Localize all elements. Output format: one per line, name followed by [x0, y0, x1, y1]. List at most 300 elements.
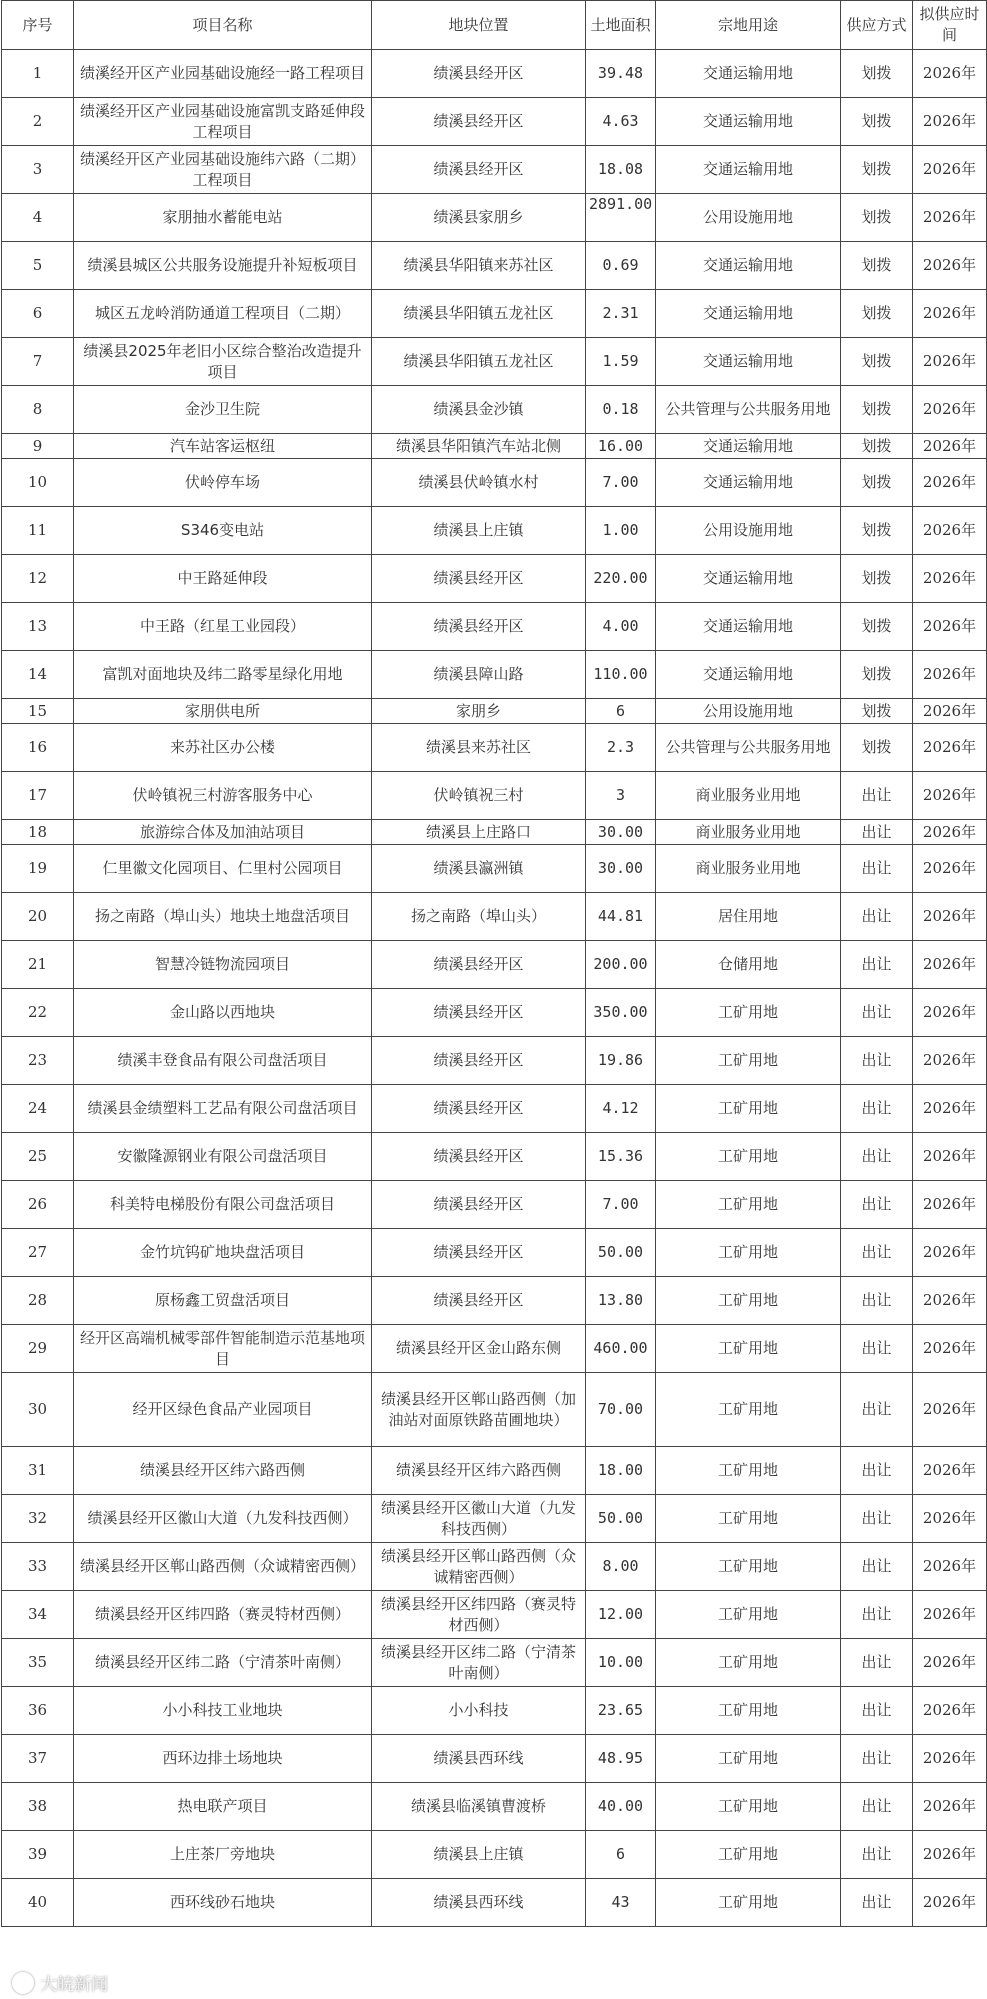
cell-location: 伏岭镇祝三村	[372, 772, 586, 820]
cell-land-use: 工矿用地	[656, 1447, 841, 1495]
table-row	[2, 1037, 987, 1085]
watermark	[12, 1970, 108, 1995]
cell-supply-time: 2026年	[913, 1831, 987, 1879]
cell-index: 33	[2, 1543, 74, 1591]
cell-project-name: 科美特电梯股份有限公司盘活项目	[74, 1181, 372, 1229]
cell-project-name: 小小科技工业地块	[74, 1687, 372, 1735]
cell-location: 绩溪县经开区	[372, 146, 586, 194]
cell-index: 29	[2, 1325, 74, 1373]
cell-location: 绩溪县临溪镇曹渡桥	[372, 1783, 586, 1831]
cell-supply-method: 出让	[841, 1735, 913, 1783]
table-row	[2, 941, 987, 989]
cell-land-use: 工矿用地	[656, 1277, 841, 1325]
cell-land-area: 44.81	[586, 893, 656, 941]
cell-location: 绩溪县经开区	[372, 1133, 586, 1181]
cell-land-area: 15.36	[586, 1133, 656, 1181]
header-supply-method: 供应方式	[841, 1, 913, 50]
cell-supply-time: 2026年	[913, 989, 987, 1037]
table-row	[2, 386, 987, 434]
cell-land-use: 工矿用地	[656, 1831, 841, 1879]
cell-supply-method: 划拨	[841, 603, 913, 651]
cell-location: 绩溪县经开区	[372, 941, 586, 989]
header-location: 地块位置	[372, 1, 586, 50]
cell-project-name: 绩溪县经开区纬四路（赛灵特材西侧）	[74, 1591, 372, 1639]
cell-location: 绩溪县华阳镇汽车站北侧	[372, 434, 586, 459]
cell-land-use: 公共管理与公共服务用地	[656, 386, 841, 434]
cell-location: 绩溪县经开区金山路东侧	[372, 1325, 586, 1373]
cell-land-area: 460.00	[586, 1325, 656, 1373]
table-row	[2, 98, 987, 146]
cell-supply-method: 划拨	[841, 555, 913, 603]
cell-supply-time: 2026年	[913, 555, 987, 603]
cell-land-use: 公用设施用地	[656, 699, 841, 724]
cell-index: 5	[2, 242, 74, 290]
cell-project-name: 绩溪县经开区徽山大道（九发科技西侧）	[74, 1495, 372, 1543]
cell-location: 绩溪县家朋乡	[372, 194, 586, 242]
cell-land-use: 交通运输用地	[656, 146, 841, 194]
table-row	[2, 989, 987, 1037]
cell-supply-time: 2026年	[913, 941, 987, 989]
cell-land-area: 2.3	[586, 724, 656, 772]
cell-location: 绩溪县经开区	[372, 1037, 586, 1085]
cell-land-area: 7.00	[586, 1181, 656, 1229]
cell-project-name: 热电联产项目	[74, 1783, 372, 1831]
cell-project-name: 伏岭停车场	[74, 459, 372, 507]
cell-index: 23	[2, 1037, 74, 1085]
cell-index: 13	[2, 603, 74, 651]
table-row	[2, 1495, 987, 1543]
cell-project-name: 绩溪县城区公共服务设施提升补短板项目	[74, 242, 372, 290]
cell-supply-time: 2026年	[913, 242, 987, 290]
cell-index: 12	[2, 555, 74, 603]
cell-location: 绩溪县经开区	[372, 555, 586, 603]
table-row	[2, 1447, 987, 1495]
cell-land-area: 0.69	[586, 242, 656, 290]
cell-supply-method: 出让	[841, 1879, 913, 1927]
cell-supply-method: 划拨	[841, 50, 913, 98]
cell-supply-time: 2026年	[913, 1687, 987, 1735]
cell-land-area: 0.18	[586, 386, 656, 434]
cell-location: 绩溪县经开区	[372, 50, 586, 98]
cell-land-use: 商业服务业用地	[656, 820, 841, 845]
cell-land-use: 工矿用地	[656, 1591, 841, 1639]
cell-location: 绩溪县华阳镇来苏社区	[372, 242, 586, 290]
table-row	[2, 1373, 987, 1447]
cell-supply-time: 2026年	[913, 1879, 987, 1927]
cell-land-area: 19.86	[586, 1037, 656, 1085]
table-header-row	[2, 1, 987, 50]
cell-project-name: 绩溪县2025年老旧小区综合整治改造提升项目	[74, 338, 372, 386]
cell-supply-time: 2026年	[913, 50, 987, 98]
cell-location: 绩溪县上庄镇	[372, 507, 586, 555]
land-supply-table	[1, 0, 987, 1927]
cell-land-area: 3	[586, 772, 656, 820]
cell-index: 36	[2, 1687, 74, 1735]
header-land-use: 宗地用途	[656, 1, 841, 50]
cell-location: 绩溪县经开区	[372, 1229, 586, 1277]
cell-land-use: 工矿用地	[656, 1735, 841, 1783]
cell-supply-method: 出让	[841, 1037, 913, 1085]
cell-supply-method: 划拨	[841, 386, 913, 434]
cell-land-area: 2.31	[586, 290, 656, 338]
cell-supply-time: 2026年	[913, 290, 987, 338]
cell-project-name: 伏岭镇祝三村游客服务中心	[74, 772, 372, 820]
cell-location: 绩溪县上庄路口	[372, 820, 586, 845]
cell-land-area: 40.00	[586, 1783, 656, 1831]
cell-project-name: 经开区高端机械零部件智能制造示范基地项目	[74, 1325, 372, 1373]
cell-land-use: 工矿用地	[656, 1879, 841, 1927]
cell-project-name: 绩溪县经开区郸山路西侧（众诚精密西侧）	[74, 1543, 372, 1591]
cell-project-name: 经开区绿色食品产业园项目	[74, 1373, 372, 1447]
cell-location: 绩溪县华阳镇五龙社区	[372, 338, 586, 386]
cell-land-area: 23.65	[586, 1687, 656, 1735]
cell-land-area: 4.63	[586, 98, 656, 146]
cell-project-name: 旅游综合体及加油站项目	[74, 820, 372, 845]
cell-supply-time: 2026年	[913, 338, 987, 386]
cell-supply-method: 出让	[841, 1639, 913, 1687]
cell-land-area: 10.00	[586, 1639, 656, 1687]
cell-location: 绩溪县经开区徽山大道（九发科技西侧）	[372, 1495, 586, 1543]
cell-supply-method: 出让	[841, 989, 913, 1037]
cell-land-area: 30.00	[586, 820, 656, 845]
cell-location: 绩溪县西环线	[372, 1879, 586, 1927]
cell-index: 4	[2, 194, 74, 242]
table-row	[2, 1639, 987, 1687]
cell-project-name: 绩溪经开区产业园基础设施富凯支路延伸段工程项目	[74, 98, 372, 146]
cell-land-use: 工矿用地	[656, 1181, 841, 1229]
cell-supply-method: 划拨	[841, 459, 913, 507]
cell-land-area: 30.00	[586, 845, 656, 893]
cell-location: 绩溪县华阳镇五龙社区	[372, 290, 586, 338]
cell-supply-time: 2026年	[913, 820, 987, 845]
cell-index: 20	[2, 893, 74, 941]
cell-land-use: 公用设施用地	[656, 194, 841, 242]
cell-land-area: 6	[586, 699, 656, 724]
cell-land-area: 8.00	[586, 1543, 656, 1591]
cell-project-name: 绩溪县经开区纬六路西侧	[74, 1447, 372, 1495]
cell-land-use: 交通运输用地	[656, 555, 841, 603]
watermark-logo-icon	[12, 1972, 34, 1994]
cell-land-use: 仓储用地	[656, 941, 841, 989]
cell-index: 3	[2, 146, 74, 194]
cell-land-area: 16.00	[586, 434, 656, 459]
cell-land-use: 公共管理与公共服务用地	[656, 724, 841, 772]
cell-location: 绩溪县西环线	[372, 1735, 586, 1783]
cell-land-area: 50.00	[586, 1495, 656, 1543]
table-row	[2, 1543, 987, 1591]
cell-index: 37	[2, 1735, 74, 1783]
cell-supply-method: 出让	[841, 893, 913, 941]
cell-index: 27	[2, 1229, 74, 1277]
cell-supply-method: 划拨	[841, 507, 913, 555]
cell-location: 绩溪县经开区纬四路（赛灵特材西侧）	[372, 1591, 586, 1639]
cell-project-name: 家朋抽水蓄能电站	[74, 194, 372, 242]
cell-index: 31	[2, 1447, 74, 1495]
table-row	[2, 1591, 987, 1639]
table-row	[2, 242, 987, 290]
cell-supply-method: 出让	[841, 1687, 913, 1735]
table-body	[2, 50, 987, 1927]
cell-land-area: 18.00	[586, 1447, 656, 1495]
cell-index: 34	[2, 1591, 74, 1639]
cell-supply-time: 2026年	[913, 1447, 987, 1495]
cell-land-use: 工矿用地	[656, 1373, 841, 1447]
cell-supply-time: 2026年	[913, 434, 987, 459]
cell-land-area: 70.00	[586, 1373, 656, 1447]
table-row	[2, 1181, 987, 1229]
cell-supply-time: 2026年	[913, 386, 987, 434]
cell-location: 绩溪县伏岭镇水村	[372, 459, 586, 507]
cell-location: 绩溪县来苏社区	[372, 724, 586, 772]
cell-supply-method: 出让	[841, 1373, 913, 1447]
cell-supply-time: 2026年	[913, 699, 987, 724]
table-row	[2, 507, 987, 555]
cell-supply-method: 划拨	[841, 338, 913, 386]
cell-supply-method: 出让	[841, 1277, 913, 1325]
cell-supply-method: 出让	[841, 1543, 913, 1591]
cell-supply-time: 2026年	[913, 98, 987, 146]
cell-supply-method: 出让	[841, 1591, 913, 1639]
cell-land-area: 18.08	[586, 146, 656, 194]
header-index: 序号	[2, 1, 74, 50]
cell-project-name: 绩溪经开区产业园基础设施经一路工程项目	[74, 50, 372, 98]
table-row	[2, 1687, 987, 1735]
cell-index: 25	[2, 1133, 74, 1181]
cell-location: 绩溪县经开区	[372, 98, 586, 146]
cell-land-area: 220.00	[586, 555, 656, 603]
cell-supply-time: 2026年	[913, 1591, 987, 1639]
table-row	[2, 724, 987, 772]
cell-land-area: 2891.00	[586, 194, 656, 242]
table-row	[2, 651, 987, 699]
cell-index: 26	[2, 1181, 74, 1229]
table-row	[2, 1133, 987, 1181]
cell-index: 19	[2, 845, 74, 893]
table-row	[2, 603, 987, 651]
cell-supply-method: 划拨	[841, 98, 913, 146]
cell-land-use: 公用设施用地	[656, 507, 841, 555]
table-row	[2, 893, 987, 941]
table-row	[2, 1229, 987, 1277]
cell-project-name: 金山路以西地块	[74, 989, 372, 1037]
header-land-area: 土地面积	[586, 1, 656, 50]
cell-supply-method: 出让	[841, 1831, 913, 1879]
cell-index: 17	[2, 772, 74, 820]
table-row	[2, 434, 987, 459]
cell-project-name: 绩溪经开区产业园基础设施纬六路（二期）工程项目	[74, 146, 372, 194]
table-row	[2, 555, 987, 603]
cell-location: 绩溪县金沙镇	[372, 386, 586, 434]
cell-land-area: 110.00	[586, 651, 656, 699]
cell-supply-time: 2026年	[913, 1543, 987, 1591]
cell-index: 7	[2, 338, 74, 386]
cell-project-name: 家朋供电所	[74, 699, 372, 724]
cell-project-name: 绩溪县经开区纬二路（宁清茶叶南侧）	[74, 1639, 372, 1687]
cell-project-name: 扬之南路（埠山头）地块土地盘活项目	[74, 893, 372, 941]
cell-supply-time: 2026年	[913, 459, 987, 507]
table-row	[2, 50, 987, 98]
cell-supply-method: 出让	[841, 1447, 913, 1495]
cell-land-area: 4.00	[586, 603, 656, 651]
cell-land-use: 工矿用地	[656, 1229, 841, 1277]
cell-land-use: 工矿用地	[656, 1085, 841, 1133]
cell-project-name: 安徽隆源钢业有限公司盘活项目	[74, 1133, 372, 1181]
cell-location: 扬之南路（埠山头）	[372, 893, 586, 941]
cell-supply-time: 2026年	[913, 845, 987, 893]
cell-land-use: 交通运输用地	[656, 290, 841, 338]
table-row	[2, 459, 987, 507]
cell-supply-method: 出让	[841, 772, 913, 820]
cell-supply-time: 2026年	[913, 1085, 987, 1133]
header-project-name: 项目名称	[74, 1, 372, 50]
cell-land-use: 居住用地	[656, 893, 841, 941]
cell-location: 绩溪县经开区	[372, 603, 586, 651]
cell-project-name: 绩溪丰登食品有限公司盘活项目	[74, 1037, 372, 1085]
cell-land-area: 50.00	[586, 1229, 656, 1277]
cell-supply-method: 划拨	[841, 146, 913, 194]
cell-land-use: 工矿用地	[656, 1639, 841, 1687]
cell-index: 9	[2, 434, 74, 459]
cell-index: 10	[2, 459, 74, 507]
cell-land-use: 交通运输用地	[656, 651, 841, 699]
cell-land-use: 工矿用地	[656, 989, 841, 1037]
cell-land-area: 39.48	[586, 50, 656, 98]
cell-land-area: 1.00	[586, 507, 656, 555]
cell-land-use: 商业服务业用地	[656, 772, 841, 820]
cell-supply-time: 2026年	[913, 1325, 987, 1373]
cell-supply-time: 2026年	[913, 1037, 987, 1085]
cell-project-name: 原杨鑫工贸盘活项目	[74, 1277, 372, 1325]
cell-land-area: 48.95	[586, 1735, 656, 1783]
cell-project-name: 金竹坑钨矿地块盘活项目	[74, 1229, 372, 1277]
table-row	[2, 194, 987, 242]
cell-supply-time: 2026年	[913, 1133, 987, 1181]
cell-land-area: 350.00	[586, 989, 656, 1037]
cell-land-use: 交通运输用地	[656, 242, 841, 290]
cell-location: 绩溪县经开区郸山路西侧（加油站对面原铁路苗圃地块）	[372, 1373, 586, 1447]
cell-land-use: 交通运输用地	[656, 459, 841, 507]
table-row	[2, 1879, 987, 1927]
cell-project-name: 金沙卫生院	[74, 386, 372, 434]
cell-project-name: 城区五龙岭消防通道工程项目（二期）	[74, 290, 372, 338]
cell-land-use: 工矿用地	[656, 1543, 841, 1591]
cell-supply-method: 出让	[841, 1229, 913, 1277]
cell-supply-time: 2026年	[913, 603, 987, 651]
watermark-text: 大皖新闻	[40, 1975, 108, 1995]
cell-land-use: 交通运输用地	[656, 603, 841, 651]
cell-supply-method: 划拨	[841, 434, 913, 459]
cell-land-use: 工矿用地	[656, 1325, 841, 1373]
cell-project-name: 中王路（红星工业园段）	[74, 603, 372, 651]
cell-supply-time: 2026年	[913, 772, 987, 820]
cell-location: 绩溪县经开区	[372, 1181, 586, 1229]
cell-location: 家朋乡	[372, 699, 586, 724]
cell-supply-time: 2026年	[913, 507, 987, 555]
cell-index: 8	[2, 386, 74, 434]
cell-supply-time: 2026年	[913, 1229, 987, 1277]
cell-supply-time: 2026年	[913, 1783, 987, 1831]
cell-index: 22	[2, 989, 74, 1037]
cell-land-area: 1.59	[586, 338, 656, 386]
cell-index: 1	[2, 50, 74, 98]
cell-index: 2	[2, 98, 74, 146]
table-row	[2, 1085, 987, 1133]
cell-location: 绩溪县经开区	[372, 989, 586, 1037]
table-row	[2, 1277, 987, 1325]
cell-supply-time: 2026年	[913, 1639, 987, 1687]
header-supply-time: 拟供应时间	[913, 1, 987, 50]
cell-location: 绩溪县障山路	[372, 651, 586, 699]
cell-land-use: 交通运输用地	[656, 434, 841, 459]
cell-land-area: 12.00	[586, 1591, 656, 1639]
cell-index: 21	[2, 941, 74, 989]
table-row	[2, 1831, 987, 1879]
cell-project-name: 仁里徽文化园项目、仁里村公园项目	[74, 845, 372, 893]
cell-project-name: S346变电站	[74, 507, 372, 555]
cell-index: 30	[2, 1373, 74, 1447]
cell-project-name: 中王路延伸段	[74, 555, 372, 603]
cell-land-use: 工矿用地	[656, 1687, 841, 1735]
cell-supply-method: 出让	[841, 941, 913, 989]
table-row	[2, 820, 987, 845]
cell-index: 18	[2, 820, 74, 845]
cell-index: 35	[2, 1639, 74, 1687]
cell-land-area: 13.80	[586, 1277, 656, 1325]
cell-index: 39	[2, 1831, 74, 1879]
cell-land-area: 200.00	[586, 941, 656, 989]
table-row	[2, 845, 987, 893]
cell-supply-method: 出让	[841, 1325, 913, 1373]
cell-land-use: 交通运输用地	[656, 98, 841, 146]
table-row	[2, 1325, 987, 1373]
cell-land-area: 7.00	[586, 459, 656, 507]
cell-index: 16	[2, 724, 74, 772]
cell-project-name: 智慧冷链物流园项目	[74, 941, 372, 989]
cell-supply-method: 划拨	[841, 699, 913, 724]
table-row	[2, 699, 987, 724]
cell-supply-time: 2026年	[913, 724, 987, 772]
cell-supply-time: 2026年	[913, 146, 987, 194]
cell-index: 32	[2, 1495, 74, 1543]
cell-project-name: 西环线砂石地块	[74, 1879, 372, 1927]
cell-supply-time: 2026年	[913, 893, 987, 941]
cell-supply-time: 2026年	[913, 1277, 987, 1325]
cell-land-use: 工矿用地	[656, 1783, 841, 1831]
cell-project-name: 富凯对面地块及纬二路零星绿化用地	[74, 651, 372, 699]
cell-index: 15	[2, 699, 74, 724]
cell-index: 24	[2, 1085, 74, 1133]
cell-land-use: 商业服务业用地	[656, 845, 841, 893]
cell-supply-method: 划拨	[841, 651, 913, 699]
cell-supply-method: 出让	[841, 1181, 913, 1229]
cell-location: 绩溪县上庄镇	[372, 1831, 586, 1879]
cell-project-name: 绩溪县金绩塑料工艺品有限公司盘活项目	[74, 1085, 372, 1133]
cell-index: 38	[2, 1783, 74, 1831]
cell-location: 绩溪县经开区纬二路（宁清茶叶南侧）	[372, 1639, 586, 1687]
cell-supply-method: 出让	[841, 1133, 913, 1181]
cell-location: 绩溪县经开区郸山路西侧（众诚精密西侧）	[372, 1543, 586, 1591]
cell-supply-time: 2026年	[913, 1735, 987, 1783]
cell-supply-time: 2026年	[913, 1495, 987, 1543]
cell-supply-time: 2026年	[913, 194, 987, 242]
cell-supply-method: 划拨	[841, 724, 913, 772]
cell-index: 28	[2, 1277, 74, 1325]
table-row	[2, 146, 987, 194]
table-row	[2, 338, 987, 386]
cell-land-use: 工矿用地	[656, 1133, 841, 1181]
table-row	[2, 290, 987, 338]
cell-project-name: 汽车站客运枢纽	[74, 434, 372, 459]
